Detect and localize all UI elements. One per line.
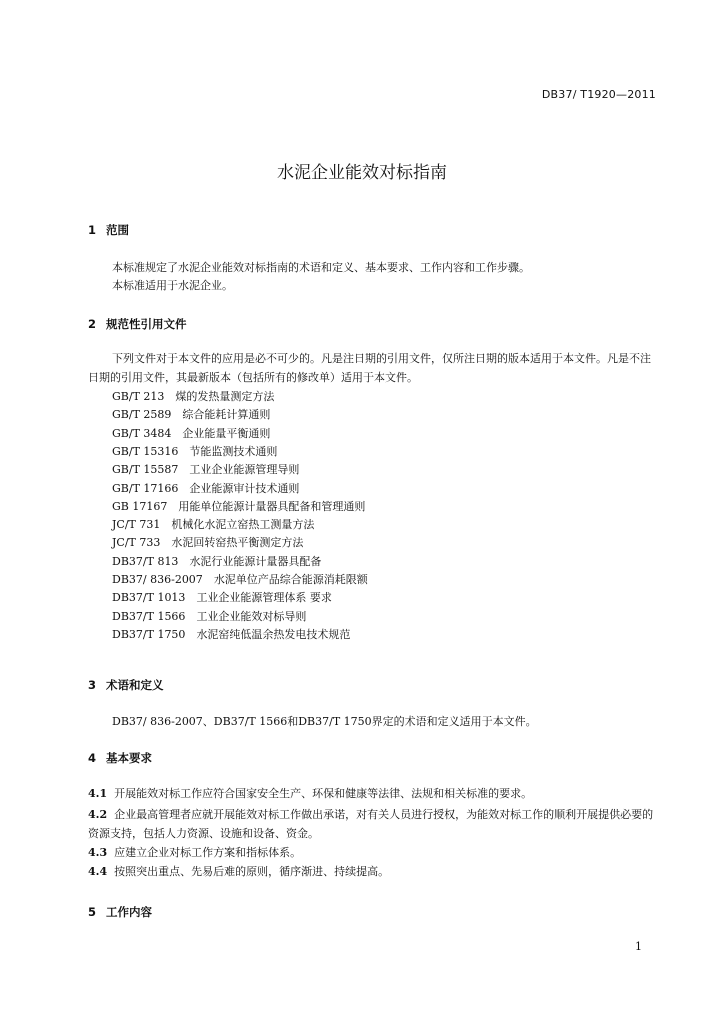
reference-name: 机械化水泥立窑热工测量方法 (171, 518, 315, 532)
section-title: 工作内容 (106, 905, 152, 919)
section-3-paragraph: DB37/ 836-2007、DB37/T 1566和DB37/T 1750界定的术语和定义适用于本文件。 (112, 715, 537, 728)
section-5-heading (88, 904, 152, 920)
section-1-heading (88, 222, 129, 238)
section-number: 5 (88, 905, 97, 919)
reference-item (112, 443, 277, 459)
section-1-paragraph-1: 本标准规定了水泥企业能效对标指南的术语和定义、基本要求、工作内容和工作步骤。 (112, 261, 530, 274)
page-number: 1 (635, 940, 642, 953)
item-number: 4.4 (88, 865, 108, 878)
reference-item (112, 480, 299, 496)
reference-code: JC/T 731 (112, 518, 161, 532)
item-text: 企业最高管理者应就开展能效对标工作做出承诺，对有关人员进行授权，为能效对标工作的顺利开展提供必要的资源支持，包括人力资源、设施和设备、资金。 (88, 808, 654, 840)
reference-name: 煤的发热量测定方法 (175, 390, 275, 403)
reference-name: 工业企业能效对标导则 (196, 609, 307, 623)
reference-item (112, 498, 365, 514)
reference-item (112, 553, 321, 569)
reference-item (112, 516, 314, 532)
section-title: 范围 (106, 223, 129, 237)
item-number: 4.1 (88, 787, 108, 800)
section-number: 4 (88, 751, 97, 765)
reference-name: 企业能源审计技术通则 (189, 481, 300, 495)
section-2-intro: 下列文件对于本文件的应用是必不可少的。凡是注日期的引用文件，仅所注日期的版本适用于本文件。凡是不注日期的引用文件，其最新版本（包括所有的修改单）适用于本文件。 (88, 352, 651, 384)
reference-item (112, 388, 274, 404)
reference-name: 用能单位能源计量器具配备和管理通则 (178, 499, 366, 513)
reference-code: GB 17167 (112, 499, 168, 513)
reference-name: 工业企业能源管理体系 要求 (196, 591, 332, 605)
section-title: 基本要求 (106, 751, 152, 765)
section-title: 规范性引用文件 (106, 317, 187, 331)
item-number: 4.3 (88, 846, 108, 859)
reference-item (112, 608, 306, 624)
reference-code: DB37/T 1750 (112, 627, 186, 641)
section-4-item-2 (88, 806, 658, 843)
reference-name: 节能监测技术通则 (189, 444, 278, 458)
reference-item (112, 626, 350, 642)
section-number: 1 (88, 223, 97, 237)
section-2-heading (88, 316, 187, 332)
section-3-heading (88, 677, 164, 693)
reference-code: GB/T 2589 (112, 408, 172, 422)
item-text: 开展能效对标工作应符合国家安全生产、环保和健康等法律、法规和相关标准的要求。 (114, 787, 533, 800)
reference-item (112, 571, 368, 587)
reference-code: GB/T 15587 (112, 463, 179, 477)
section-4-item-1 (88, 785, 658, 804)
section-number: 3 (88, 678, 97, 692)
reference-code: GB/T 3484 (112, 426, 172, 440)
reference-name: 水泥窑纯低温余热发电技术规范 (196, 627, 351, 641)
item-text: 应建立企业对标工作方案和指标体系。 (114, 846, 302, 859)
reference-item (112, 425, 270, 441)
reference-name: 企业能量平衡通则 (182, 426, 271, 440)
reference-item (112, 589, 332, 605)
section-4-item-4 (88, 863, 658, 882)
reference-code: GB/T 17166 (112, 481, 179, 495)
reference-code: DB37/T 1013 (112, 591, 186, 605)
reference-code: JC/T 733 (112, 536, 161, 550)
reference-item (112, 534, 303, 550)
reference-name: 综合能耗计算通则 (182, 408, 271, 422)
document-title: 水泥企业能效对标指南 (277, 163, 447, 183)
item-number: 4.2 (88, 808, 108, 821)
section-1-paragraph-2: 本标准适用于水泥企业。 (112, 279, 233, 292)
reference-name: 工业企业能源管理导则 (189, 463, 300, 477)
section-title: 术语和定义 (106, 678, 164, 692)
reference-name: 水泥回转窑热平衡测定方法 (171, 536, 304, 550)
reference-code: DB37/T 813 (112, 554, 179, 568)
reference-code: GB/T 15316 (112, 444, 179, 458)
section-number: 2 (88, 317, 97, 331)
section-4-heading (88, 750, 152, 766)
reference-code: GB/T 213 (112, 390, 165, 403)
section-4-item-3 (88, 844, 658, 863)
reference-code: DB37/ 836-2007 (112, 573, 203, 586)
item-text: 按照突出重点、先易后难的原则，循序渐进、持续提高。 (114, 865, 390, 878)
reference-item (112, 461, 299, 477)
document-code: DB37/ T1920—2011 (541, 88, 656, 101)
reference-code: DB37/T 1566 (112, 609, 186, 623)
reference-name: 水泥行业能源计量器具配备 (189, 554, 322, 568)
reference-item (112, 406, 270, 422)
reference-name: 水泥单位产品综合能源消耗限额 (213, 573, 368, 586)
